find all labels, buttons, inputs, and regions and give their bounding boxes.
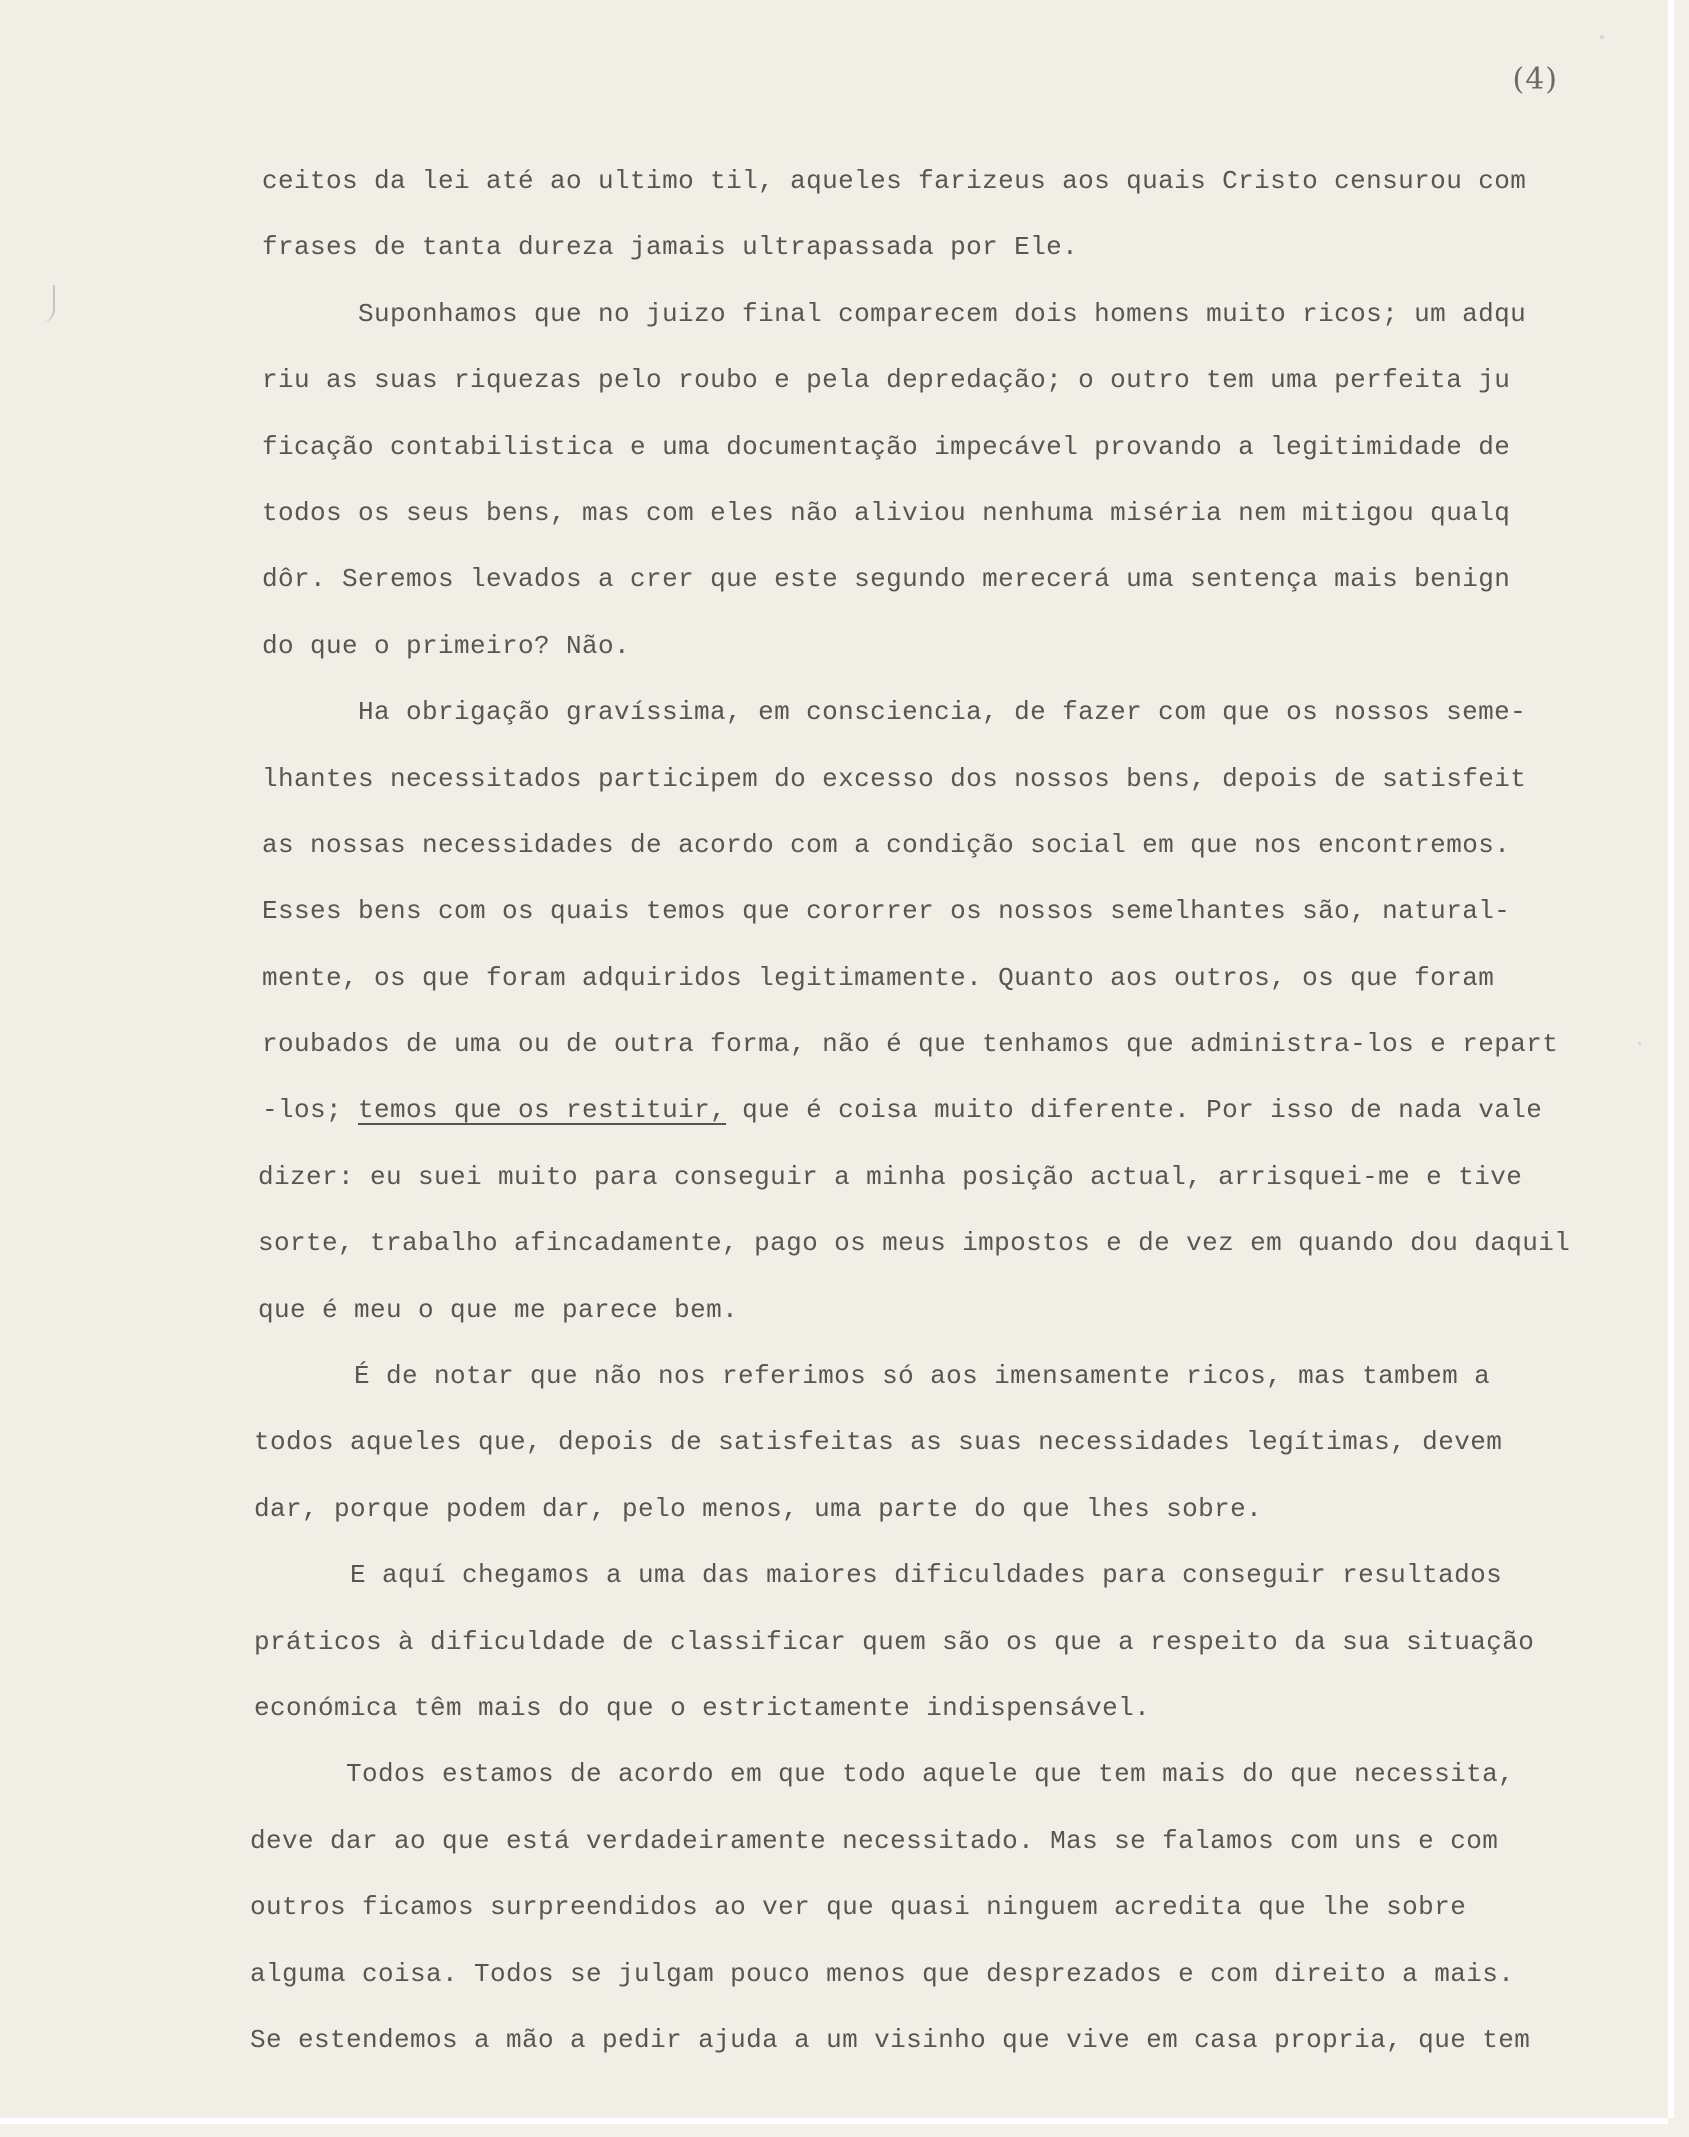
underlined-phrase: temos que os restituir,	[358, 1095, 727, 1126]
text-line: É de notar que não nos referimos só aos imensamente ricos, mas tambem a	[354, 1361, 1491, 1392]
text-line: económica têm mais do que o estrictamente indispensável.	[254, 1692, 1151, 1723]
text-line: dôr. Seremos levados a crer que este segundo merecerá uma sentença mais benign	[262, 564, 1511, 595]
text-line: todos os seus bens, mas com eles não aliviou nenhuma miséria nem mitigou qualq	[262, 497, 1511, 528]
text-line: ceitos da lei até ao ultimo til, aqueles farizeus aos quais Cristo censurou com	[262, 166, 1527, 196]
text-line: sorte, trabalho afincadamente, pago os meus impostos e de vez em quando dou daquil	[258, 1228, 1571, 1259]
text-fragment: que é coisa muito diferente. Por isso de nada vale	[726, 1095, 1543, 1126]
text-line: lhantes necessitados participem do excesso dos nossos bens, depois de satisfeit	[262, 763, 1527, 794]
text-line: ficação contabilistica e uma documentação impecável provando a legitimidade de	[262, 431, 1511, 462]
paper-speck	[1600, 35, 1604, 39]
text-line: E aquí chegamos a uma das maiores dificuldades para conseguir resultados	[350, 1560, 1503, 1591]
text-line: Suponhamos que no juizo final comparecem dois homens muito ricos; um adqu	[358, 298, 1527, 329]
text-line: Esses bens com os quais temos que cororrer os nossos semelhantes são, natural-	[262, 896, 1511, 927]
text-line: práticos à dificuldade de classificar quem são os que a respeito da sua situação	[254, 1626, 1535, 1657]
text-line: roubados de uma ou de outra forma, não é que tenhamos que administra-los e repart	[262, 1029, 1559, 1060]
text-line: do que o primeiro? Não.	[262, 630, 631, 661]
text-line: frases de tanta dureza jamais ultrapassada por Ele.	[262, 232, 1079, 263]
text-line	[262, 1077, 1632, 1143]
text-line: mente, os que foram adquiridos legitimamente. Quanto aos outros, os que foram	[262, 962, 1495, 993]
text-line: Ha obrigação gravíssima, em consciencia, de fazer com que os nossos seme-	[358, 697, 1527, 728]
text-line: que é meu o que me parece bem.	[258, 1294, 739, 1325]
text-line: alguma coisa. Todos se julgam pouco menos que desprezados e com direito a mais.	[250, 1958, 1515, 1989]
text-line: dizer: eu suei muito para conseguir a minha posição actual, arrisquei-me e tive	[258, 1161, 1523, 1192]
text-line: Se estendemos a mão a pedir ajuda a um visinho que vive em casa propria, que tem	[250, 2024, 1531, 2055]
paper-speck	[1638, 1042, 1641, 1045]
margin-pencil-mark	[37, 285, 55, 323]
text-line: deve dar ao que está verdadeiramente necessitado. Mas se falamos com uns e com	[250, 1825, 1499, 1856]
text-line: outros ficamos surpreendidos ao ver que quasi ninguem acredita que lhe sobre	[250, 1892, 1467, 1923]
page-number: (4)	[1512, 62, 1558, 97]
text-line: todos aqueles que, depois de satisfeitas as suas necessidades legítimas, devem	[254, 1427, 1503, 1458]
text-fragment: -los;	[262, 1095, 359, 1126]
text-line: as nossas necessidades de acordo com a condição social em que nos encontremos.	[262, 829, 1511, 860]
text-line: riu as suas riquezas pelo roubo e pela depredação; o outro tem uma perfeita ju	[262, 365, 1511, 396]
text-line: Todos estamos de acordo em que todo aquele que tem mais do que necessita,	[346, 1759, 1515, 1790]
text-line: dar, porque podem dar, pelo menos, uma parte do que lhes sobre.	[254, 1493, 1263, 1524]
document-body	[250, 148, 1632, 2073]
